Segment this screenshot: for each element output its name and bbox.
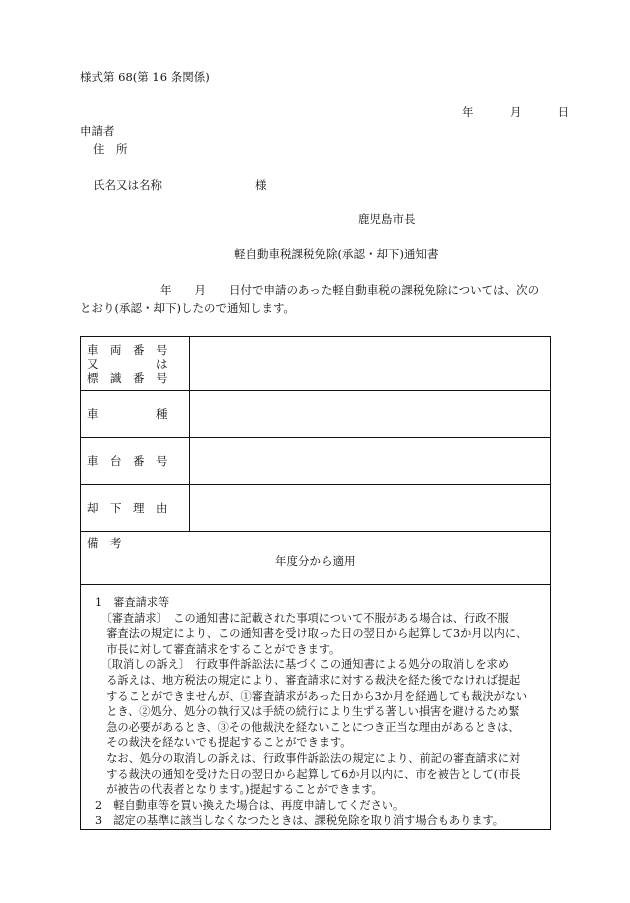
label-line: 標 識 番 号 (87, 370, 168, 385)
note-line: 市長に対して審査請求をすることができます。 (95, 642, 341, 656)
table-row (81, 438, 551, 485)
address-label: 住 所 (93, 142, 128, 156)
table-row (81, 391, 551, 438)
issuer-mayor: 鹿児島市長 (358, 212, 416, 226)
note-line: 2 軽自動車等を買い換えた場合は、再度申請してください。 (95, 798, 405, 812)
honorific-sama: 様 (255, 178, 267, 192)
vehicle-type-label-cell (81, 391, 190, 438)
table-row (81, 337, 551, 391)
issue-date (462, 104, 569, 120)
remarks-value: 年度分から適用 (275, 554, 356, 568)
notes-list (95, 595, 527, 829)
note-line: る訴えは、地方税法の規定により、審査請求に対する裁決を経た後でなければ提起 (95, 673, 521, 687)
document-title: 軽自動車税課税免除(承認・却下)通知書 (234, 247, 439, 261)
rejection-reason-label: 却 下 理 由 (87, 501, 168, 515)
table-row (81, 485, 551, 532)
note-line: する裁決の通知を受けた日の翌日から起算して6か月以内に、市を被告として(市長 (95, 767, 521, 781)
label-line: 又 は (87, 356, 168, 371)
note-line: 3 認定の基準に該当しなくなつたときは、課税免除を取り消す場合もあります。 (95, 814, 504, 828)
note-line: とき、②処分、処分の執行又は手続の続行により生ずる著しい損害を避けるため緊 (95, 705, 520, 719)
chassis-number-label-cell (81, 438, 190, 485)
note-line: 〔審査請求〕 この通知書に記載された事項について不服がある場合は、行政不服 (95, 611, 509, 625)
note-line: 〔取消しの訴え〕 行政事件訴訟法に基づくこの通知書による処分の取消しを求め (95, 658, 509, 672)
vehicle-number-label-cell (81, 337, 190, 391)
note-line: が被告の代表者となります。)提起することができます。 (95, 783, 383, 797)
remarks-box (80, 531, 551, 585)
note-line: 急の必要があるとき、③その他裁決を経ないことにつき正当な理由があるときは、 (95, 720, 520, 734)
notes-box (80, 584, 551, 830)
vehicle-type-label: 車 種 (87, 407, 168, 421)
note-line: することができませんが、①審査請求があった日から3か月を経過しても裁決がない (95, 689, 528, 703)
chassis-number-label: 車 台 番 号 (87, 454, 168, 468)
remarks-label: 備 考 (87, 536, 122, 550)
note-line: なお、処分の取消しの訴えは、行政事件訴訟法の規定により、前記の審査請求に対 (95, 751, 521, 765)
label-line: 車 両 番 号 (87, 342, 168, 357)
rejection-reason-label-cell (81, 485, 190, 532)
date-month: 月 (509, 105, 522, 119)
form-number-label: 様式第 68(第 16 条関係) (80, 70, 210, 84)
vehicle-number-value-cell (190, 337, 551, 391)
chassis-number-value-cell (190, 438, 551, 485)
note-line: その裁決を経ないでも提起することができます。 (95, 736, 352, 750)
rejection-reason-value-cell (190, 485, 551, 532)
body-text-line-2: とおり(承認・却下)したので通知します。 (80, 301, 296, 315)
vehicle-info-table (80, 336, 551, 532)
note-line: 審査法の規定により、この通知書を受け取った日の翌日から起算して3か月以内に、 (95, 627, 528, 641)
vehicle-type-value-cell (190, 391, 551, 438)
date-day: 日 (557, 105, 570, 119)
note-line: 1 審査請求等 (95, 596, 170, 609)
applicant-heading: 申請者 (80, 124, 115, 138)
body-text-line-1: 年 月 日付で申請のあった軽自動車税の課税免除については、次の (160, 283, 540, 297)
name-label: 氏名又は名称 (93, 178, 162, 192)
date-year: 年 (462, 105, 474, 119)
